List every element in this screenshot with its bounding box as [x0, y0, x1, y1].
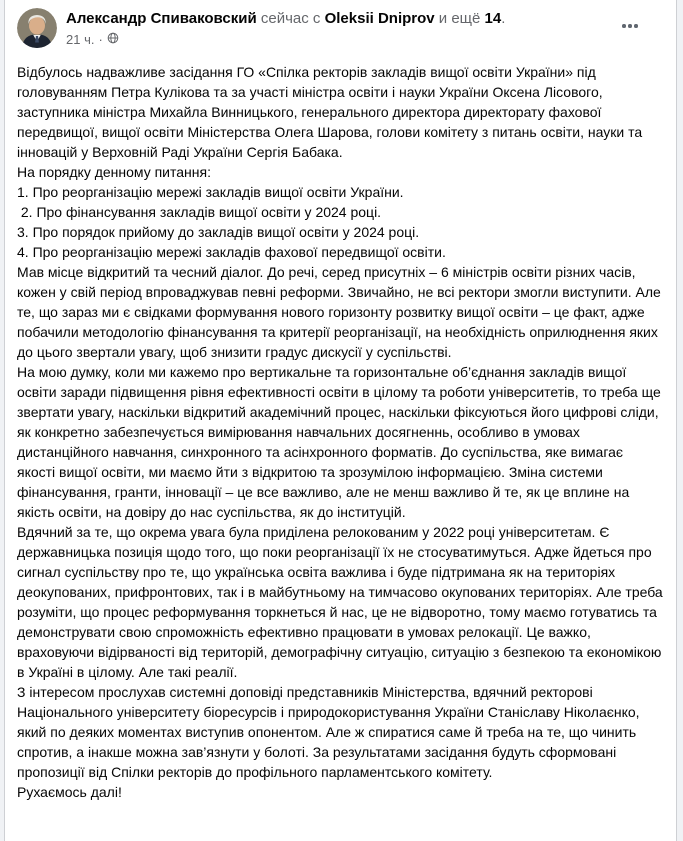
post-header: [17, 8, 664, 48]
post-paragraph: На мою думку, коли ми кажемо про вертикальне та горизонтальне об’єднання закладів вищої освіти заради підвищення рівня ефективності освіти в цілому та роботи університетів, то треба ще звертати увагу, наскільки відкритий академічний процес, наскільки фіксуються його цифрові сліди, як конкретно забезпечується вимірювання навчальних досягненнь, особливо в умовах дистанційного навчання, синхронного та асінхронного форматів. До суспільства, яке вимагає якості вищої освіти, ми маємо йти з відкритою та зрозумілою інформацією. Зміна системи фінансування, гранти, інновації – це все важливо, але не менш важливо й те, як це вплине на якість освіти, на довіру до нас суспільства, як до інституцій.: [17, 364, 665, 520]
post-paragraph: 1. Про реорганізацію мережі закладів вищої освіти України.: [17, 184, 404, 200]
ellipsis-icon: [622, 24, 626, 28]
post-paragraph: 3. Про порядок прийому до закладів вищої освіти у 2024 році.: [17, 224, 420, 240]
post-byline: [66, 9, 616, 28]
avatar-portrait-image: [17, 8, 57, 48]
post-paragraph: Рухаємось далі!: [17, 784, 122, 800]
post-paragraph: Відбулось надважливе засідання ГО «Спілка ректорів закладів вищої освіти України» під головуванням Петра Кулікова та за участі міністра освіти і науки України Оксена Лісового, заступника міністра Михайла Винницького, генерального директора директорату фахової передвищої, вищої освіти Міністерства Олега Шарова, голови комітету з питань освіти, науки та інновацій у Верховній Раді України Сергія Бабака.: [17, 64, 647, 160]
ellipsis-icon: [634, 24, 638, 28]
post-header-text: [66, 8, 616, 48]
others-count-link[interactable]: 14: [484, 10, 502, 27]
tagged-friend-link[interactable]: Oleksii Dniprov: [324, 10, 435, 27]
post-paragraph: Вдячний за те, що окрема увага була приділена релокованим у 2022 році університетам. Є державницька позиція щодо того, що поки реорганізації їх не стосуватимуться. Адже йдеться про сигнал суспільству про те, що українська освіта важлива і буде підтримана як на територіях деокупованих, прифронтових, так і в майбутньому на тимчасово окупованих територіях. Але треба розуміти, що процес реформування торкнеться й нас, це не відворотно, тому маємо готуватись та демонструвати свою спроможність ефективно працювати в умовах релокації. Це важко, враховуючи відірваності від територій, демографічну ситуацію, ситуацію з безпекою та економікою в Україні в цілому. Але такі реалії.: [17, 524, 667, 680]
author-name-link[interactable]: Александр Спиваковский: [66, 10, 257, 27]
byline-period: .: [501, 10, 506, 27]
post-meta-line: [66, 31, 616, 48]
meta-dot-separator: ·: [98, 31, 103, 47]
post-paragraph: З інтересом прослухав системні доповіді представників Міністерства, вдячний ректорові Національного університету біоресурсів і природокористування України Станіславу Ніколаєнко, який по деяких моментах виступив опонентом. Але ж спиратися саме й треба на те, що чинить спротив, а інакше можна зав’язнути у болоті. За результатами засідання будуть сформовані пропозиції від Спілки ректорів до профільного парламентського комітету.: [17, 684, 644, 780]
globe-privacy-icon: [107, 32, 119, 48]
post-paragraph: Мав місце відкритий та чесний діалог. До речі, серед присутніх – 6 міністрів освіти різних часів, кожен у свій період впроваджував певні реформи. Звичайно, не всі ректори змогли виступити. Але те, що зараз ми є свідками формування нового горизонту розвитку вищої освіти – це факт, адже побачили методологію фінансування та критерії реорганізації, на необхідність оприлюднення яких до цього звертали увагу, щоб знизити градус дискусії у суспільстві.: [17, 264, 665, 360]
post-timestamp-link[interactable]: 21 ч.: [66, 31, 95, 47]
ellipsis-icon: [628, 24, 632, 28]
facebook-post-card: [4, 0, 677, 841]
post-paragraph: 2. Про фінансування закладів вищої освіти у 2024 році.: [17, 204, 382, 220]
byline-connector-and-more: и ещё: [438, 10, 481, 27]
post-body-text: [17, 62, 667, 802]
post-paragraph: На порядку денному питання:: [17, 164, 211, 180]
author-avatar[interactable]: [17, 8, 57, 48]
byline-connector-now-with: сейчас с: [260, 10, 321, 27]
post-options-button[interactable]: [614, 12, 646, 40]
post-paragraph: 4. Про реорганізацію мережі закладів фахової передвищої освіти.: [17, 244, 446, 260]
